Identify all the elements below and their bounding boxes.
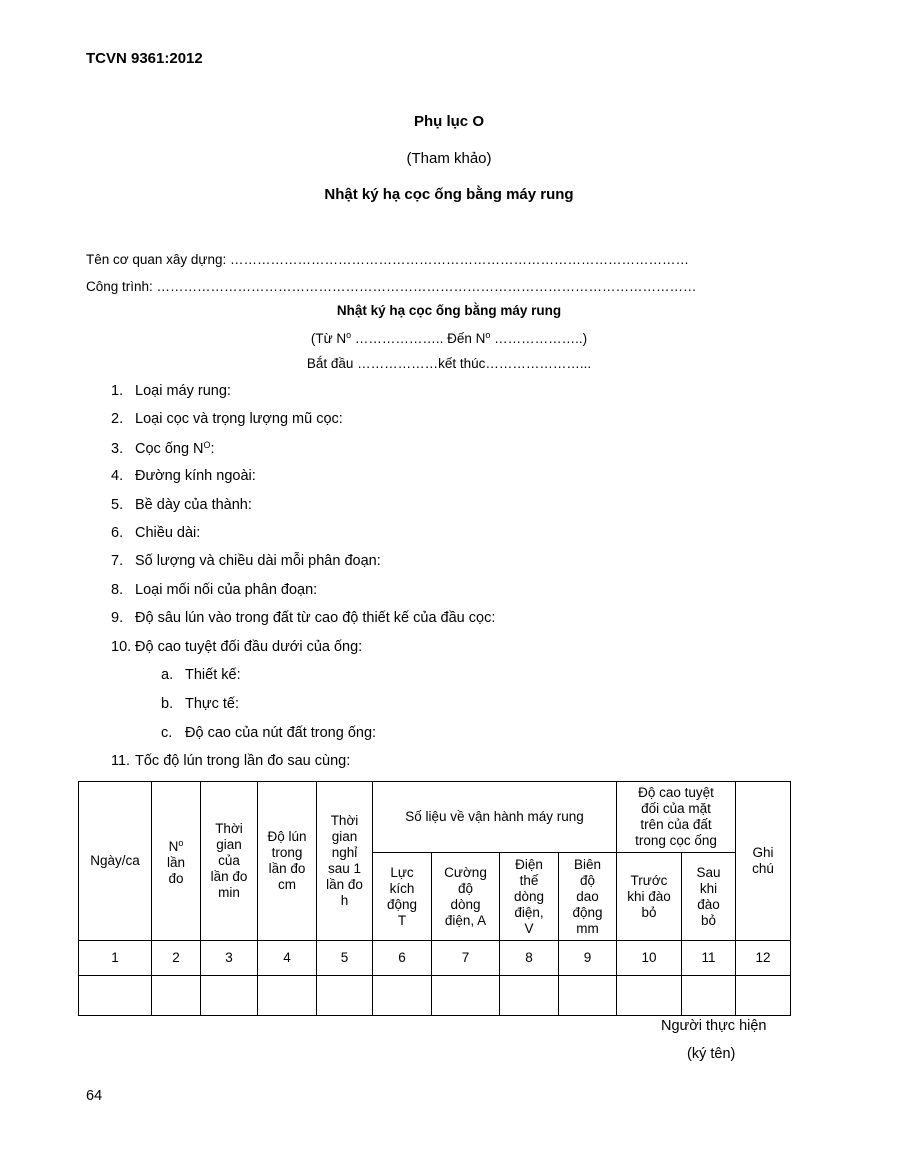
column-number: 12	[736, 941, 791, 976]
column-number: 7	[432, 941, 500, 976]
sub-list-item: b. Thực tế:	[161, 696, 240, 712]
header-rest-time: Thời gian nghỉ sau 1 lần đo h	[317, 782, 373, 941]
header-date-shift: Ngày/ca	[79, 782, 152, 941]
log-period: Bắt đầu ………………kết thúc…………………...	[306, 356, 592, 371]
project-field: Công trình: …………………………………………………………………………………………………………	[86, 279, 697, 294]
column-number: 5	[317, 941, 373, 976]
header-after-excavation: Sau khi đào bỏ	[682, 853, 736, 941]
list-item: 2. Loại cọc và trọng lượng mũ cọc:	[111, 411, 343, 427]
sub-list-item: c. Độ cao của nút đất trong ống:	[161, 725, 377, 741]
column-number: 9	[559, 941, 617, 976]
appendix-note: (Tham khảo)	[406, 150, 492, 167]
agency-field: Tên cơ quan xây dựng: …………………………………………………………………………………………	[86, 252, 689, 267]
empty-cell	[258, 976, 317, 1016]
column-number: 11	[682, 941, 736, 976]
header-soil-elevation: Độ cao tuyệt đối của mặt trên của đất trong cọc ống	[617, 782, 736, 853]
header-voltage: Điện thế dòng điện, V	[500, 853, 559, 941]
list-item: 6. Chiều dài:	[111, 525, 201, 541]
log-range: (Từ $N^o$ ……………….. Đến $N^o$ ………………..)	[310, 330, 588, 346]
signer-role: Người thực hiện	[661, 1018, 767, 1034]
empty-cell	[373, 976, 432, 1016]
list-item: 1. Loại máy rung:	[111, 383, 231, 399]
header-current: Cường độ dòng điện, A	[432, 853, 500, 941]
empty-cell	[500, 976, 559, 1016]
log-subtitle: Nhật ký hạ cọc ống bằng máy rung	[336, 303, 562, 318]
list-item: 8. Loại mối nối của phân đoạn:	[111, 582, 318, 598]
header-before-excavation: Trước khi đào bỏ	[617, 853, 682, 941]
list-item: 10. Độ cao tuyệt đối đầu dưới của ống:	[111, 639, 363, 655]
empty-cell	[559, 976, 617, 1016]
list-item: 5. Bề dày của thành:	[111, 497, 252, 513]
table-row	[79, 941, 791, 976]
empty-cell	[432, 976, 500, 1016]
column-number: 2	[152, 941, 201, 976]
column-number: 4	[258, 941, 317, 976]
empty-cell	[317, 976, 373, 1016]
column-number: 1	[79, 941, 152, 976]
list-item: 9. Độ sâu lún vào trong đất từ cao độ thiết kế của đầu cọc:	[111, 610, 496, 626]
column-number: 8	[500, 941, 559, 976]
signature-note: (ký tên)	[687, 1046, 736, 1062]
pile-log-table	[78, 781, 791, 1016]
header-measure-number: $N^o$ lần đo	[152, 782, 201, 941]
header-notes: Ghi chú	[736, 782, 791, 941]
empty-cell	[201, 976, 258, 1016]
list-item: 7. Số lượng và chiều dài mỗi phân đoạn:	[111, 553, 381, 569]
list-item: 11. Tốc độ lún trong lần đo sau cùng:	[111, 753, 351, 769]
page-number: 64	[86, 1088, 103, 1104]
header-amplitude: Biên độ dao động mm	[559, 853, 617, 941]
empty-cell	[736, 976, 791, 1016]
column-number: 6	[373, 941, 432, 976]
document-title: Nhật ký hạ cọc ống bằng máy rung	[324, 186, 574, 203]
empty-cell	[682, 976, 736, 1016]
empty-cell	[79, 976, 152, 1016]
column-number: 3	[201, 941, 258, 976]
column-number: 10	[617, 941, 682, 976]
list-item: 3. Cọc ống $N^O$:	[111, 440, 215, 457]
table-row	[79, 976, 791, 1016]
appendix-title: Phụ lục O	[413, 113, 484, 130]
list-item: 4. Đường kính ngoài:	[111, 468, 256, 484]
standard-code: TCVN 9361:2012	[86, 50, 203, 67]
sub-list-item: a. Thiết kế:	[161, 667, 241, 683]
header-measure-time: Thời gian của lần đo min	[201, 782, 258, 941]
empty-cell	[152, 976, 201, 1016]
empty-cell	[617, 976, 682, 1016]
header-settlement: Độ lún trong lần đo cm	[258, 782, 317, 941]
header-excitation-force: Lực kích động T	[373, 853, 432, 941]
header-vibrator-data: Số liệu về vận hành máy rung	[373, 782, 617, 853]
